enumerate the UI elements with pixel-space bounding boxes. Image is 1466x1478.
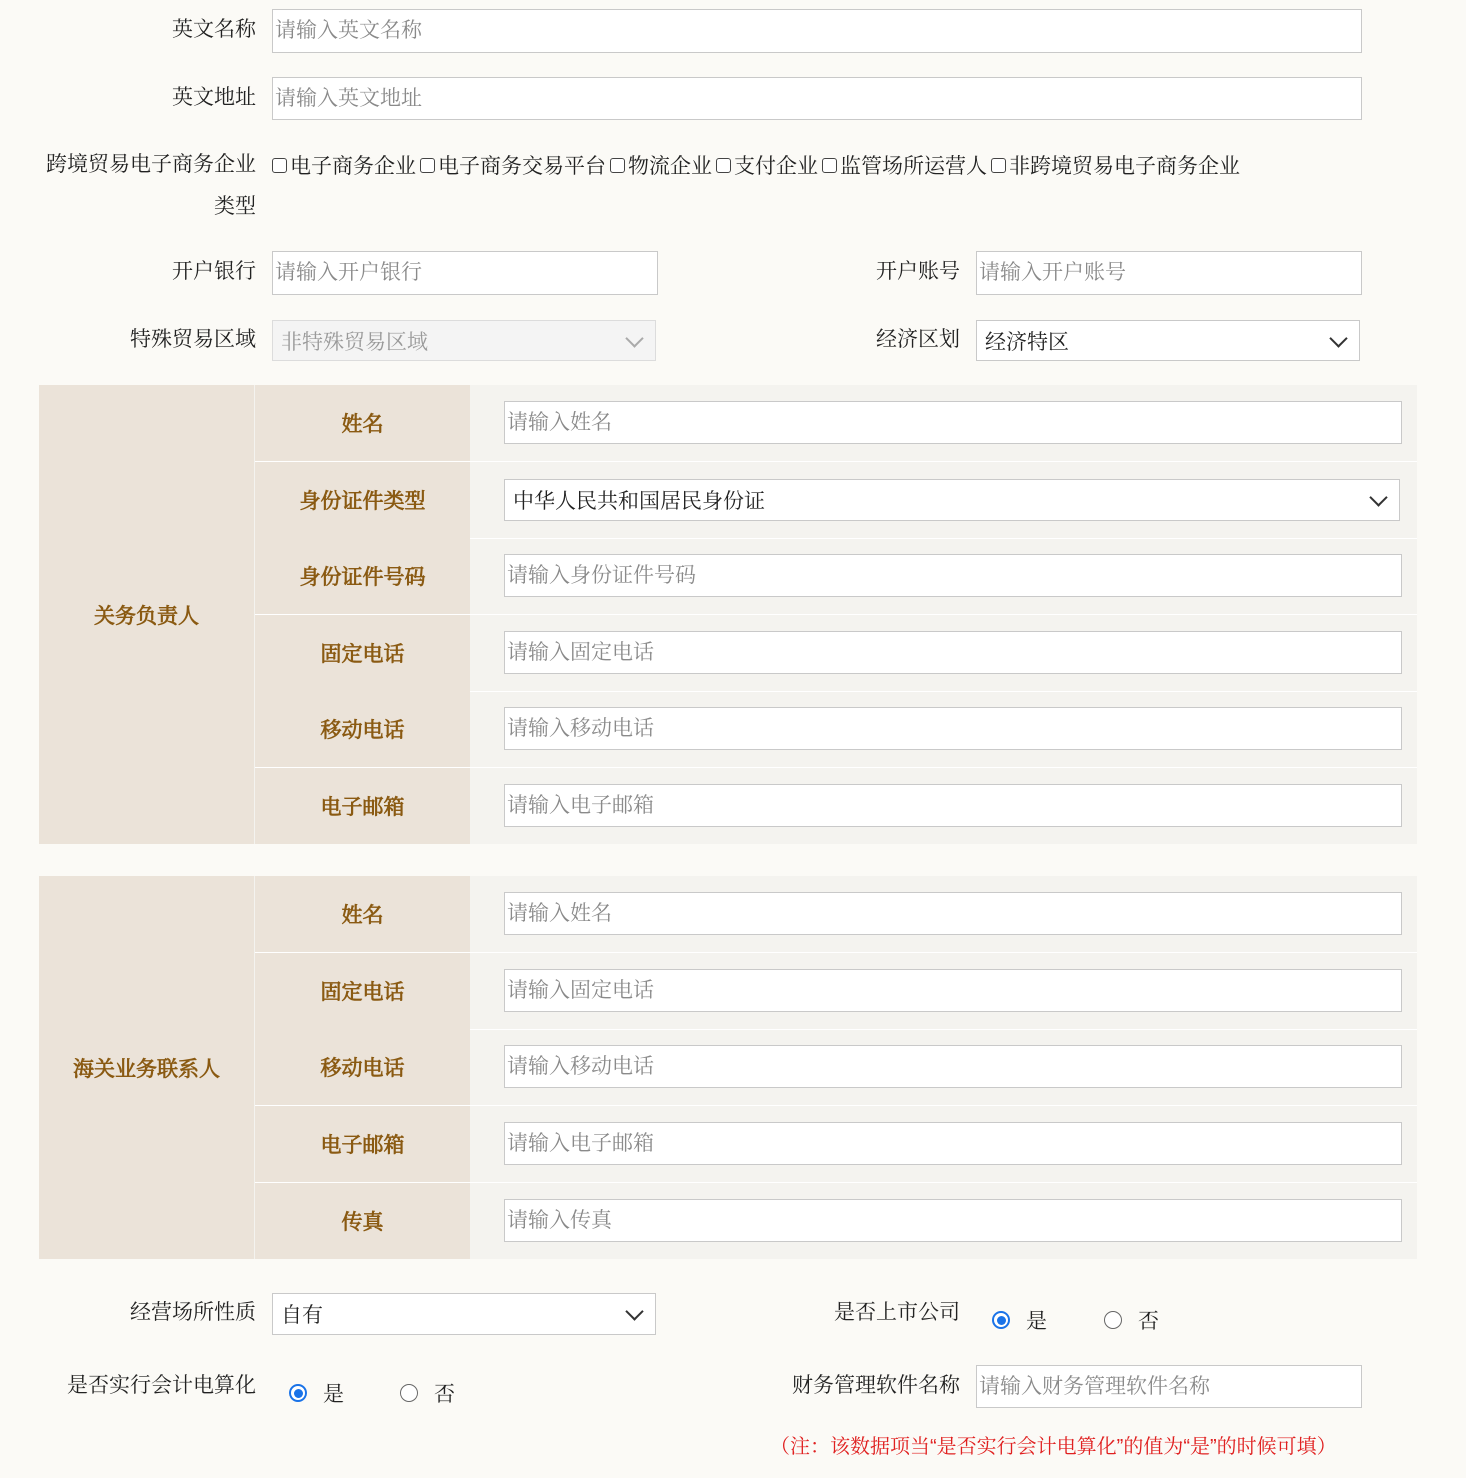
form-row: [255, 768, 1417, 844]
listed-yes-radio[interactable]: 是: [992, 1305, 1047, 1335]
row-label: 身份证件类型: [255, 462, 470, 538]
bank-input[interactable]: [272, 251, 658, 295]
ec-type-checkbox-group: [272, 150, 1244, 180]
special-zone-label: 特殊贸易区域: [130, 328, 256, 351]
account-input[interactable]: [976, 251, 1362, 295]
row-label: 电子邮箱: [255, 768, 470, 844]
checkbox-icon[interactable]: [822, 158, 837, 173]
form-row: [255, 876, 1417, 953]
row-label: 移动电话: [255, 691, 470, 767]
form-row: [255, 615, 1417, 692]
chevron-down-icon: [1329, 329, 1347, 347]
en-address-input[interactable]: [272, 77, 1362, 120]
row-label: 移动电话: [255, 1029, 470, 1105]
form-row: [255, 385, 1417, 462]
customs-contact-title: 海关业务联系人: [39, 876, 254, 1259]
form-row: [255, 538, 1417, 615]
software-label: 财务管理软件名称: [792, 1374, 960, 1397]
form-row: [255, 1029, 1417, 1106]
row-label: 固定电话: [255, 615, 470, 691]
checkbox-logistics[interactable]: 物流企业: [610, 150, 712, 180]
checkbox-payment[interactable]: 支付企业: [716, 150, 818, 180]
row-label: 身份证件号码: [255, 538, 470, 614]
bank-label: 开户银行: [172, 260, 256, 283]
manager-email-input[interactable]: [504, 784, 1402, 827]
premises-select[interactable]: 自有: [272, 1293, 656, 1335]
contact-name-input[interactable]: [504, 892, 1402, 935]
checkbox-icon[interactable]: [716, 158, 731, 173]
contact-phone-input[interactable]: [504, 969, 1402, 1012]
checkbox-supervision-operator[interactable]: 监管场所运营人: [822, 150, 987, 180]
form-row: [255, 1106, 1417, 1183]
form-row: [255, 691, 1417, 768]
econ-zone-select[interactable]: 经济特区: [976, 320, 1360, 361]
checkbox-icon[interactable]: [420, 158, 435, 173]
manager-name-input[interactable]: [504, 401, 1402, 444]
radio-checked-icon[interactable]: [289, 1384, 307, 1402]
row-label: 姓名: [255, 385, 470, 461]
manager-id-number-input[interactable]: [504, 554, 1402, 597]
checkbox-ecommerce-enterprise[interactable]: 电子商务企业: [272, 150, 416, 180]
checkbox-icon[interactable]: [610, 158, 625, 173]
accounting-note: （注：该数据项当“是否实行会计电算化”的值为“是”的时候可填）: [770, 1436, 1337, 1458]
software-input[interactable]: [976, 1365, 1362, 1408]
econ-zone-label: 经济区划: [876, 328, 960, 351]
radio-checked-icon[interactable]: [992, 1311, 1010, 1329]
row-label: 固定电话: [255, 953, 470, 1029]
manager-mobile-input[interactable]: [504, 707, 1402, 750]
form-row: [255, 1183, 1417, 1259]
checkbox-non-crossborder[interactable]: 非跨境贸易电子商务企业: [991, 150, 1240, 180]
en-address-label: 英文地址: [172, 86, 256, 109]
contact-mobile-input[interactable]: [504, 1045, 1402, 1088]
row-label: 电子邮箱: [255, 1106, 470, 1182]
special-zone-select[interactable]: 非特殊贸易区域: [272, 320, 656, 361]
form-row: [255, 462, 1417, 539]
account-label: 开户账号: [876, 260, 960, 283]
form-row: [255, 953, 1417, 1030]
en-name-input[interactable]: [272, 9, 1362, 53]
customs-contact-section: [39, 876, 1417, 1259]
radio-unchecked-icon[interactable]: [400, 1384, 418, 1402]
chevron-down-icon: [1369, 488, 1387, 506]
manager-phone-input[interactable]: [504, 631, 1402, 674]
row-label: 姓名: [255, 876, 470, 952]
customs-manager-section: [39, 385, 1417, 844]
chevron-down-icon: [625, 329, 643, 347]
accounting-yes-radio[interactable]: 是: [289, 1378, 344, 1408]
premises-label: 经营场所性质: [130, 1301, 256, 1324]
accounting-label: 是否实行会计电算化: [67, 1374, 256, 1397]
contact-email-input[interactable]: [504, 1122, 1402, 1165]
checkbox-ecommerce-platform[interactable]: 电子商务交易平台: [420, 150, 606, 180]
ec-type-label: 跨境贸易电子商务企业: [46, 153, 256, 176]
radio-unchecked-icon[interactable]: [1104, 1311, 1122, 1329]
checkbox-icon[interactable]: [272, 158, 287, 173]
customs-manager-title: 关务负责人: [39, 385, 254, 844]
listed-no-radio[interactable]: 否: [1104, 1305, 1159, 1335]
contact-fax-input[interactable]: [504, 1199, 1402, 1242]
manager-id-type-select[interactable]: 中华人民共和国居民身份证: [504, 479, 1400, 521]
chevron-down-icon: [625, 1302, 643, 1320]
ec-type-label-cont: 类型: [214, 195, 256, 218]
checkbox-icon[interactable]: [991, 158, 1006, 173]
accounting-no-radio[interactable]: 否: [400, 1378, 455, 1408]
en-name-label: 英文名称: [172, 18, 256, 41]
listed-company-label: 是否上市公司: [834, 1301, 960, 1324]
row-label: 传真: [255, 1183, 470, 1259]
